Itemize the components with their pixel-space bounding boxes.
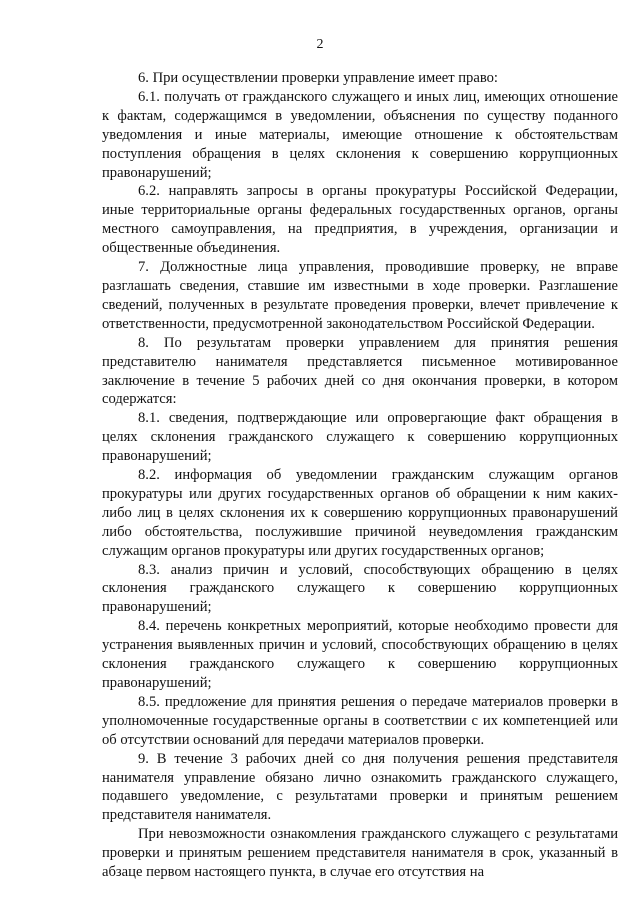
paragraph-8-5: 8.5. предложение для принятия решения о передаче материалов проверки в уполномоченные государственные органы в соответствии с их компетенцией или об отсутствии оснований для передачи материалов проверки. <box>102 693 618 748</box>
page-number: 2 <box>316 37 324 52</box>
document-body <box>102 69 618 882</box>
paragraph-9-continued: При невозможности ознакомления гражданского служащего с результатами проверки и принятым решением представителя нанимателя в срок, указанный в абзаце первом настоящего пункта, в случае его отсутствия на <box>102 826 618 881</box>
paragraph-8: 8. По результатам проверки управлением для принятия решения представителю нанимателя представляется письменное мотивированное заключение в течение 5 рабочих дней со дня окончания проверки, в котором содержатся: <box>102 334 618 408</box>
paragraph-9: 9. В течение 3 рабочих дней со дня получения решения представителя нанимателя управление обязано лично ознакомить гражданского служащего, подавшего уведомление, с результатами проверки и принятым решением представителя нанимателя. <box>102 750 618 824</box>
paragraph-6-1: 6.1. получать от гражданского служащего и иных лиц, имеющих отношение к фактам, содержащимся в уведомлении, объяснения по существу поданного уведомления и иные материалы, имеющие отношение к обстоятельствам поступления обращения в целях склонения к совершению коррупционных правонарушений; <box>102 88 618 181</box>
paragraph-8-3: 8.3. анализ причин и условий, способствующих обращению в целях склонения гражданского служащего к совершению коррупционных правонарушений; <box>102 561 618 616</box>
paragraph-6-2: 6.2. направлять запросы в органы прокуратуры Российской Федерации, иные территориальные органы федеральных государственных органов, органы местного самоуправления, на предприятия, в учреждения, организации и общественные объединения. <box>102 183 618 257</box>
paragraph-8-1: 8.1. сведения, подтверждающие или опровергающие факт обращения в целях склонения гражданского служащего к совершению коррупционных правонарушений; <box>102 410 618 465</box>
paragraph-6: 6. При осуществлении проверки управление имеет право: <box>138 70 498 86</box>
paragraph-7: 7. Должностные лица управления, проводившие проверку, не вправе разглашать сведения, ставшие им известными в ходе проверки. Разглашение сведений, полученных в результате проведения проверки, влечет привлечение к ответственности, предусмотренной законодательством Российской Федерации. <box>102 259 618 332</box>
paragraph-8-2: 8.2. информация об уведомлении гражданским служащим органов прокуратуры или других государственных органов об обращении к ним каких-либо лиц в целях склонения их к совершению коррупционных правонарушений либо обстоятельства, послужившие причиной неуведомления гражданским служащим органов прокуратуры или других государственных органов; <box>102 467 618 559</box>
paragraph-8-4: 8.4. перечень конкретных мероприятий, которые необходимо провести для устранения выявленных причин и условий, способствующих обращению в целях склонения гражданского служащего к совершению коррупционных правонарушений; <box>102 618 618 691</box>
